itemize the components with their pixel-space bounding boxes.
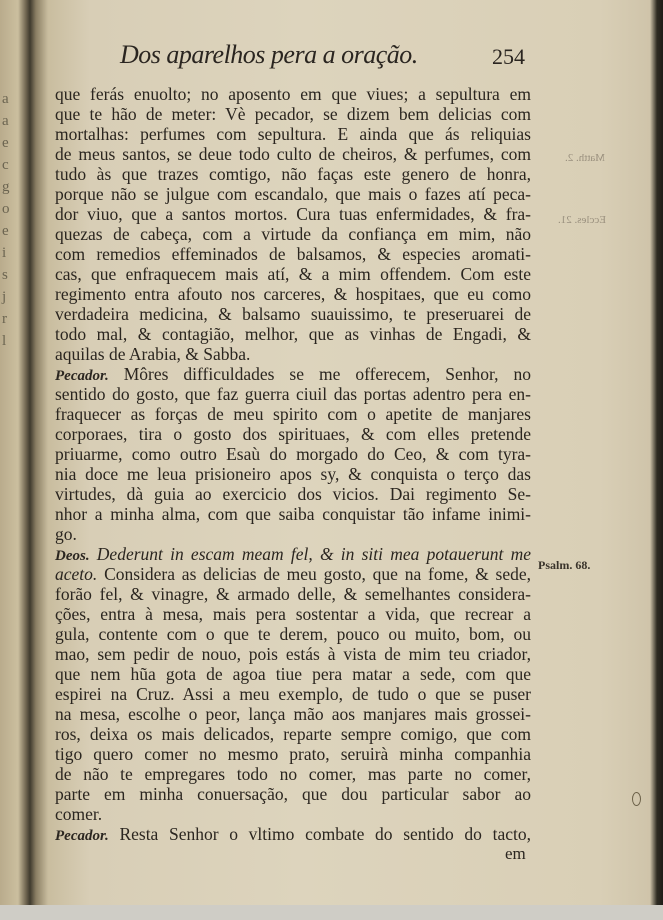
text-line: forão fel, & vinagre, & armado delle, & semelhantes considera-	[55, 584, 531, 604]
text-line	[55, 564, 531, 584]
edge-letter: j	[2, 289, 7, 305]
margin-note-bleedthrough: Eccles. 21.	[558, 214, 606, 226]
text-line: mortalhas: perfumes com sepultura. E ainda que ás reliquias	[55, 124, 531, 144]
text-line: todo mal, & contagião, melhor, que as vinhas de Engadi, &	[55, 324, 531, 344]
edge-letter: l	[2, 333, 7, 349]
text-line: priuarme, como outro Esaù do morgado do Ceo, & com tyra-	[55, 444, 531, 464]
text-line: parte em minha conuersação, que dou particular sabor ao	[55, 784, 531, 804]
speaker-label: Deos.	[55, 548, 90, 564]
text-line	[55, 364, 531, 384]
text-line: tudo às que trazes comtigo, não faças este genero de honra,	[55, 164, 531, 184]
text-line: tigo quero comer no mesmo prato, seruirà minha companhia	[55, 744, 531, 764]
text-line: ros, deixa os mais delicados, reparte sempre comigo, que com	[55, 724, 531, 744]
text-line: de meus santos, se deue todo culto de cheiros, & perfumes, com	[55, 144, 531, 164]
catchword: em	[505, 844, 526, 863]
running-title: Dos aparelhos pera a oração.	[120, 40, 418, 69]
text-line: espirei na Cruz. Assi a meu exemplo, de tudo o que se puser	[55, 684, 531, 704]
text-line: mao, sem pedir de nouo, pois estás à vista de mim teu criador,	[55, 644, 531, 664]
edge-letter: s	[2, 267, 8, 283]
body-text	[55, 84, 531, 844]
text-line: go.	[55, 524, 77, 544]
speaker-label: Pecador.	[55, 828, 109, 844]
speaker-label: Pecador.	[55, 368, 109, 384]
text-line: que ferás enuolto; no aposento em que viues; a sepultura em	[55, 84, 531, 104]
margin-note-psalm: Psalm. 68.	[538, 558, 591, 572]
edge-letter: c	[2, 157, 9, 173]
text-line: nia doce me leua prisioneiro apos sy, & conquista o terço das	[55, 464, 531, 484]
latin-quote: Dederunt in escam meam fel, & in siti mea potauerunt me	[96, 544, 531, 564]
text-line: virtudes, dà guia ao exercicio dos vicios. Dai regimento Se-	[55, 484, 531, 504]
text-line: sentido do gosto, que faz guerra ciuil das portas adentro pera en-	[55, 384, 531, 404]
line-text: Môres difficuldades se me offerecem, Senhor, no	[123, 364, 532, 384]
edge-letter: o	[2, 201, 10, 217]
text-line: verdadeira medicina, & balsamo suauissimo, te preseruarei de	[55, 304, 531, 324]
edge-letter: a	[2, 91, 9, 107]
text-line: quezas de cabeça, com a virtude da confiança em mim, não	[55, 224, 531, 244]
previous-page-edge	[2, 88, 16, 352]
text-line: dor viuo, que a santos mortos. Cura tuas enfermidades, & fra-	[55, 204, 531, 224]
margin-note-bleedthrough: Matth. 2.	[565, 152, 606, 164]
text-line: corporaes, tira o gosto dos spirituaes, & com elles pretende	[55, 424, 531, 444]
text-line: cas, que enfraquecem mais atí, & a mim offendem. Com este	[55, 264, 531, 284]
page-number: 254	[492, 44, 525, 69]
text-line	[55, 824, 531, 844]
text-line: ções, entra à mesa, mais pera sostentar a vida, que recrear a	[55, 604, 531, 624]
text-line: regimento entra afouto nos carceres, & hospitaes, que eu como	[55, 284, 531, 304]
text-line: com remedios effeminados de balsamos, & especies aromati-	[55, 244, 531, 264]
text-line	[55, 544, 531, 564]
paper-stain	[632, 792, 641, 806]
line-text: Considera as delicias de meu gosto, que na fome, & sede,	[104, 564, 531, 584]
line-text: Resta Senhor o vltimo combate do sentido do tacto,	[119, 824, 531, 844]
text-line: comer.	[55, 804, 103, 824]
edge-letter: a	[2, 113, 9, 129]
text-line: fraquecer as forças de meu spirito com o apetite de manjares	[55, 404, 531, 424]
text-line: de não te empregares todo no comer, mas parte no comer,	[55, 764, 531, 784]
edge-letter: g	[2, 179, 10, 195]
edge-letter: e	[2, 135, 9, 151]
edge-letter: r	[2, 311, 7, 327]
latin-quote-end: aceto.	[55, 564, 98, 584]
text-line: nhor a minha alma, com que saiba conquistar tão infame inimi-	[55, 504, 531, 524]
text-line: que te hão de meter: Vè pecador, se dizem bem delicias com	[55, 104, 531, 124]
text-line: porque não se julgue com escandalo, que mais o fazes atí peca-	[55, 184, 531, 204]
text-line: na mesa, escolhe o peor, lança mão aos manjares mais grossei-	[55, 704, 531, 724]
edge-letter: e	[2, 223, 9, 239]
text-line: que nem hũa gota de agoa tiue pera matar a sede, com que	[55, 664, 531, 684]
text-line: gula, contente com o que te derem, pouco ou muito, bom, ou	[55, 624, 531, 644]
edge-letter: i	[2, 245, 7, 261]
text-line: aquilas de Arabia, & Sabba.	[55, 344, 251, 364]
